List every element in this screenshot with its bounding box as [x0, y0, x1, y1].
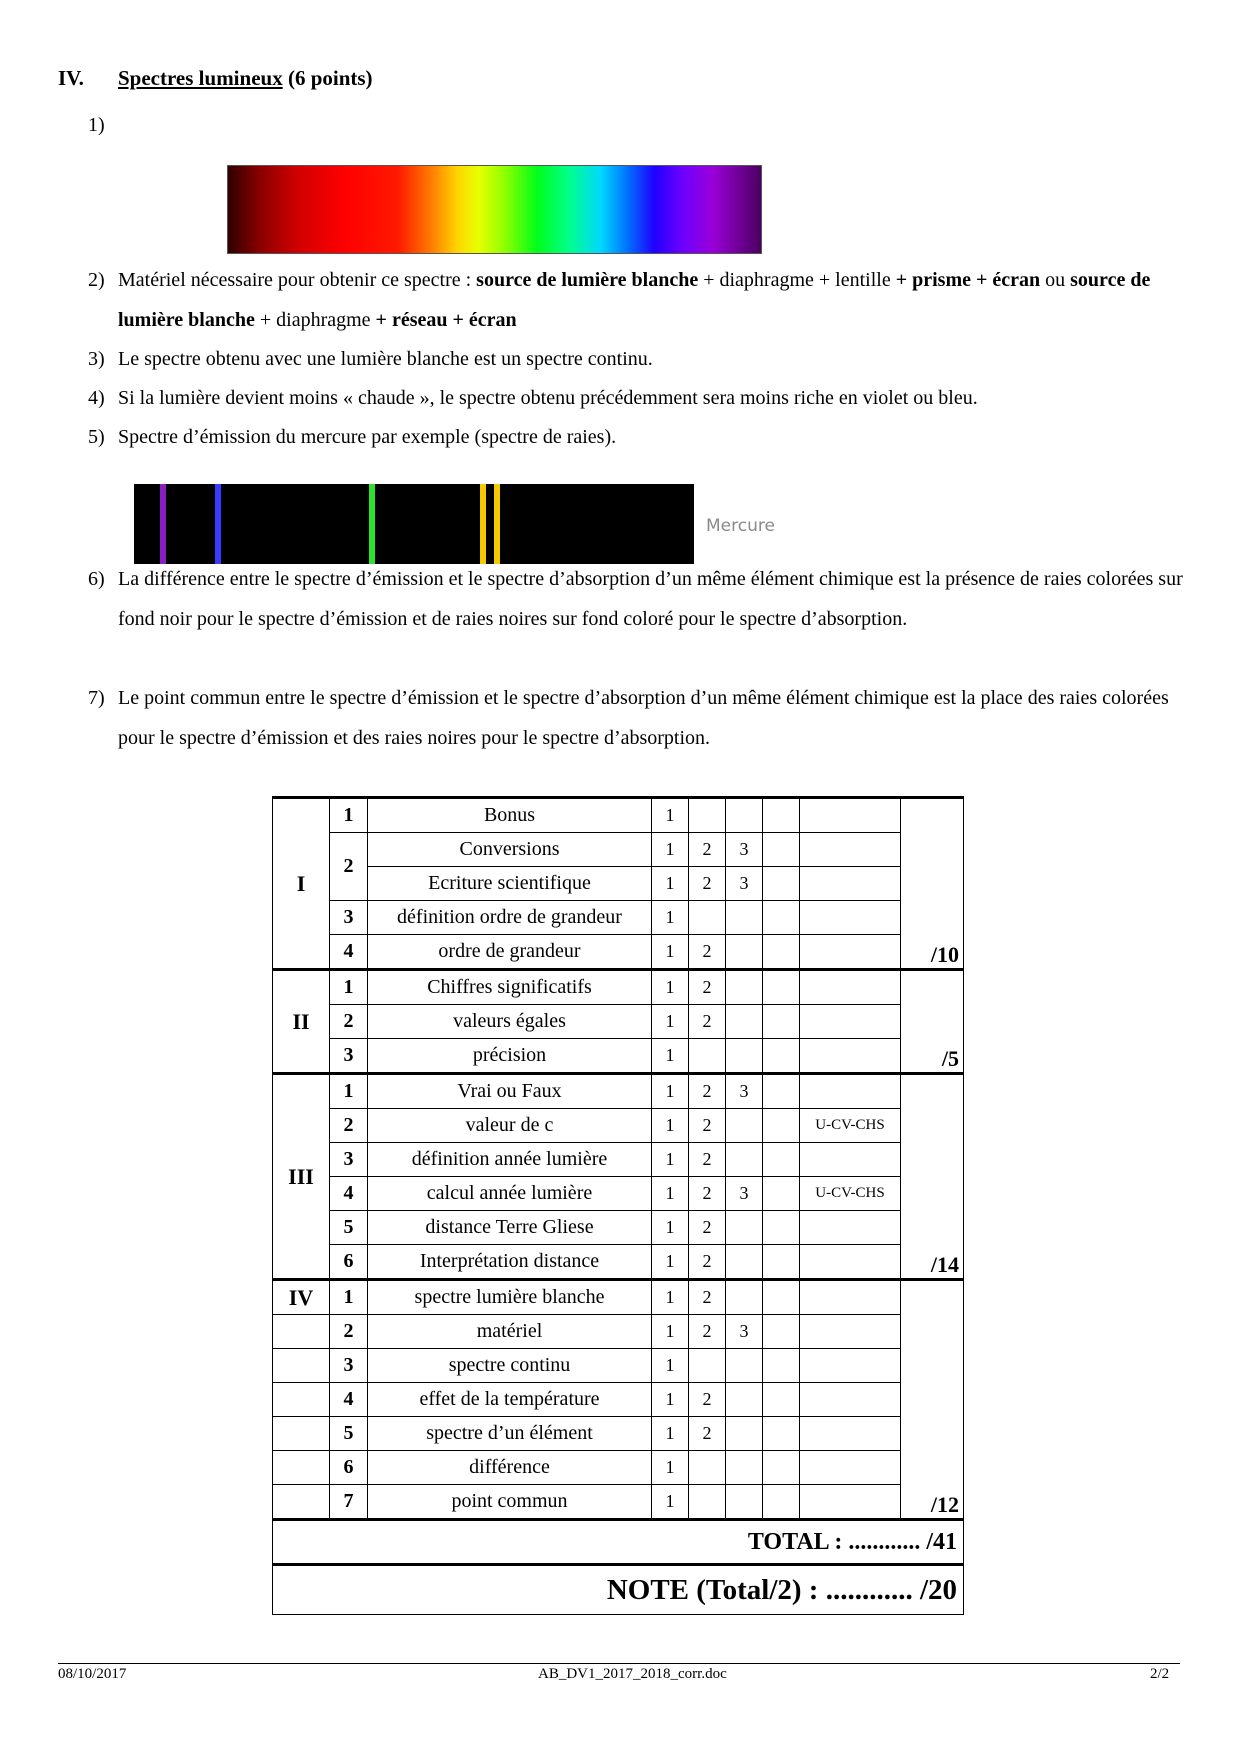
score-cell: [763, 1005, 800, 1039]
score-cell: 3: [726, 1177, 763, 1211]
question-number: 3: [330, 1143, 368, 1177]
score-cell: 1: [652, 1383, 689, 1417]
section-title: Spectres lumineux: [118, 66, 283, 90]
criterion-label: spectre lumière blanche: [368, 1280, 652, 1315]
score-cell: [763, 1280, 800, 1315]
question-2-fragment: Matériel nécessaire pour obtenir ce spectre :: [118, 269, 477, 291]
score-cell: 1: [652, 1211, 689, 1245]
score-cell: [726, 1280, 763, 1315]
score-cell: [726, 1211, 763, 1245]
score-cell: 3: [726, 1074, 763, 1109]
criterion-label: spectre d’un élément: [368, 1417, 652, 1451]
score-cell: 3: [726, 867, 763, 901]
score-cell: 1: [652, 901, 689, 935]
table-row: [273, 1039, 964, 1074]
score-cell: [726, 798, 763, 833]
score-cell: [763, 1039, 800, 1074]
footer-filename: AB_DV1_2017_2018_corr.doc: [538, 1666, 727, 1682]
score-cell: [726, 1485, 763, 1520]
part-label: [273, 1383, 330, 1417]
score-cell: 2: [689, 1074, 726, 1109]
emission-line: [215, 484, 221, 564]
question-4-text: Si la lumière devient moins « chaude », le spectre obtenu précédemment sera moins riche en violet ou bleu.: [118, 387, 978, 409]
extra-criteria-cell: [800, 1039, 901, 1074]
score-cell: [726, 1349, 763, 1383]
extra-criteria-cell: [800, 1211, 901, 1245]
score-cell: [763, 1177, 800, 1211]
score-cell: [726, 1451, 763, 1485]
question-number: 5: [330, 1211, 368, 1245]
score-cell: 2: [689, 1143, 726, 1177]
section-points-total: /5: [901, 970, 964, 1074]
score-cell: [763, 1451, 800, 1485]
score-cell: 2: [689, 1245, 726, 1280]
score-cell: 2: [689, 833, 726, 867]
question-2-bold-term: + prisme + écran: [895, 269, 1041, 291]
score-cell: 1: [652, 1177, 689, 1211]
table-row: [273, 1109, 964, 1143]
score-cell: 2: [689, 970, 726, 1005]
score-cell: [763, 1383, 800, 1417]
question-number: 7: [330, 1485, 368, 1520]
question-2-text: [118, 260, 1188, 340]
table-row: [273, 1005, 964, 1039]
score-cell: 1: [652, 1451, 689, 1485]
extra-criteria-cell: [800, 1451, 901, 1485]
question-2: [88, 260, 1188, 340]
criterion-label: spectre continu: [368, 1349, 652, 1383]
question-number: 1: [330, 970, 368, 1005]
extra-criteria-cell: [800, 1143, 901, 1177]
extra-criteria-cell: [800, 1383, 901, 1417]
score-cell: 1: [652, 1005, 689, 1039]
criterion-label: Bonus: [368, 798, 652, 833]
question-2-fragment: + diaphragme: [254, 309, 376, 331]
criterion-label: distance Terre Gliese: [368, 1211, 652, 1245]
question-number: 6: [330, 1451, 368, 1485]
score-cell: 2: [689, 1109, 726, 1143]
table-row: [273, 1485, 964, 1520]
part-label: [273, 1417, 330, 1451]
score-cell: [689, 901, 726, 935]
score-cell: 2: [689, 1417, 726, 1451]
question-number: 1: [330, 1280, 368, 1315]
question-number: 2: [330, 833, 368, 901]
score-cell: [726, 1383, 763, 1417]
extra-criteria-cell: U-CV-CHS: [800, 1177, 901, 1211]
question-7: [88, 678, 1188, 758]
question-4-number: 4): [88, 387, 105, 409]
question-number: 6: [330, 1245, 368, 1280]
question-5: [88, 417, 1188, 457]
question-6: [88, 559, 1188, 639]
score-cell: 1: [652, 1074, 689, 1109]
part-label: [273, 1315, 330, 1349]
criterion-label: Chiffres significatifs: [368, 970, 652, 1005]
score-cell: 2: [689, 1383, 726, 1417]
question-3-text: Le spectre obtenu avec une lumière blanche est un spectre continu.: [118, 348, 653, 370]
criterion-label: définition ordre de grandeur: [368, 901, 652, 935]
emission-line: [160, 484, 166, 564]
question-number: 3: [330, 1349, 368, 1383]
question-2-fragment: + diaphragme + lentille: [698, 269, 896, 291]
white-light-spectrum-image: [227, 165, 762, 254]
total-row: [273, 1520, 964, 1565]
question-number: 1: [330, 1074, 368, 1109]
score-cell: [689, 1349, 726, 1383]
section-heading: [58, 66, 373, 91]
section-points-total: /14: [901, 1074, 964, 1280]
score-cell: 1: [652, 1485, 689, 1520]
score-cell: 2: [689, 935, 726, 970]
score-cell: [763, 1485, 800, 1520]
score-cell: [726, 1005, 763, 1039]
score-cell: [726, 1109, 763, 1143]
score-cell: 2: [689, 1005, 726, 1039]
score-cell: [726, 901, 763, 935]
final-note: NOTE (Total/2) : ............ /20: [273, 1565, 964, 1615]
score-cell: 2: [689, 1177, 726, 1211]
score-cell: 1: [652, 1315, 689, 1349]
total-score: TOTAL : ............ /41: [273, 1520, 964, 1565]
score-cell: [726, 1245, 763, 1280]
section-points-total: /10: [901, 798, 964, 970]
part-label: III: [273, 1074, 330, 1280]
table-row: [273, 1315, 964, 1349]
score-cell: 1: [652, 1349, 689, 1383]
footer-divider: [58, 1663, 1180, 1664]
score-cell: [726, 970, 763, 1005]
question-5-number: 5): [88, 426, 105, 448]
score-cell: [689, 1039, 726, 1074]
table-row: [273, 798, 964, 833]
table-row: [273, 867, 964, 901]
score-cell: [763, 1349, 800, 1383]
table-row: [273, 1074, 964, 1109]
score-cell: [726, 1039, 763, 1074]
extra-criteria-cell: [800, 1074, 901, 1109]
table-row: [273, 1280, 964, 1315]
emission-line: [480, 484, 486, 564]
extra-criteria-cell: [800, 1485, 901, 1520]
extra-criteria-cell: [800, 901, 901, 935]
extra-criteria-cell: [800, 1245, 901, 1280]
score-cell: 1: [652, 935, 689, 970]
score-cell: [763, 901, 800, 935]
part-label: IV: [273, 1280, 330, 1315]
criterion-label: définition année lumière: [368, 1143, 652, 1177]
table-row: [273, 901, 964, 935]
table-row: [273, 935, 964, 970]
score-cell: 1: [652, 1280, 689, 1315]
score-cell: 2: [689, 1280, 726, 1315]
criterion-label: valeur de c: [368, 1109, 652, 1143]
score-cell: 2: [689, 1211, 726, 1245]
extra-criteria-cell: U-CV-CHS: [800, 1109, 901, 1143]
score-cell: [726, 1417, 763, 1451]
table-row: [273, 1211, 964, 1245]
question-7-text: Le point commun entre le spectre d’émission et le spectre d’absorption d’un même élément chimique est la place des raies colorées pour le spectre d’émission et des raies noires pour le spectre d’absorption.: [118, 687, 1169, 749]
criterion-label: Vrai ou Faux: [368, 1074, 652, 1109]
score-cell: [763, 1211, 800, 1245]
table-row: [273, 1383, 964, 1417]
question-6-text: La différence entre le spectre d’émission et le spectre d’absorption d’un même élément chimique est la présence de raies colorées sur fond noir pour le spectre d’émission et de raies noires sur fond coloré pour le spectre d’absorption.: [118, 568, 1183, 630]
part-label: [273, 1451, 330, 1485]
criterion-label: effet de la température: [368, 1383, 652, 1417]
score-cell: 3: [726, 833, 763, 867]
score-cell: 3: [726, 1315, 763, 1349]
score-cell: 2: [689, 1315, 726, 1349]
question-2-number: 2): [88, 269, 105, 291]
footer-date: 08/10/2017: [58, 1666, 127, 1682]
score-cell: [763, 935, 800, 970]
table-row: [273, 970, 964, 1005]
question-3: [88, 339, 1188, 379]
question-2-fragment: ou: [1040, 269, 1071, 291]
question-1-number: 1): [88, 114, 105, 136]
question-number: 4: [330, 1177, 368, 1211]
score-cell: [763, 1109, 800, 1143]
question-number: 2: [330, 1109, 368, 1143]
part-label: [273, 1485, 330, 1520]
criterion-label: Interprétation distance: [368, 1245, 652, 1280]
score-cell: 1: [652, 970, 689, 1005]
score-cell: [763, 1074, 800, 1109]
question-number: 3: [330, 1039, 368, 1074]
footer-page-number: 2/2: [1150, 1666, 1170, 1682]
mercury-label: Mercure: [706, 516, 775, 536]
part-label: II: [273, 970, 330, 1074]
emission-line: [494, 484, 500, 564]
score-cell: [689, 1451, 726, 1485]
part-label: [273, 1349, 330, 1383]
score-cell: 2: [689, 867, 726, 901]
extra-criteria-cell: [800, 1005, 901, 1039]
question-number: 1: [330, 798, 368, 833]
question-2-bold-term: + réseau + écran: [375, 309, 517, 331]
table-row: [273, 1143, 964, 1177]
extra-criteria-cell: [800, 833, 901, 867]
table-row: [273, 833, 964, 867]
question-number: 4: [330, 1383, 368, 1417]
score-cell: [763, 798, 800, 833]
question-4: [88, 378, 1188, 418]
section-points-total: /12: [901, 1280, 964, 1520]
grading-table: [272, 796, 964, 1615]
score-cell: 1: [652, 833, 689, 867]
emission-line: [369, 484, 375, 564]
extra-criteria-cell: [800, 1280, 901, 1315]
question-number: 3: [330, 901, 368, 935]
criterion-label: ordre de grandeur: [368, 935, 652, 970]
question-6-number: 6): [88, 568, 105, 590]
extra-criteria-cell: [800, 867, 901, 901]
score-cell: [763, 833, 800, 867]
section-number: IV.: [58, 66, 84, 90]
extra-criteria-cell: [800, 1349, 901, 1383]
table-row: [273, 1349, 964, 1383]
extra-criteria-cell: [800, 798, 901, 833]
score-cell: [726, 935, 763, 970]
score-cell: [726, 1143, 763, 1177]
extra-criteria-cell: [800, 970, 901, 1005]
score-cell: [763, 1245, 800, 1280]
question-5-text: Spectre d’émission du mercure par exemple (spectre de raies).: [118, 426, 617, 448]
criterion-label: différence: [368, 1451, 652, 1485]
question-2-bold-term: source de lumière blanche: [476, 269, 699, 291]
extra-criteria-cell: [800, 1417, 901, 1451]
criterion-label: matériel: [368, 1315, 652, 1349]
question-number: 2: [330, 1315, 368, 1349]
part-label: I: [273, 798, 330, 970]
section-points: (6 points): [287, 66, 373, 90]
score-cell: 1: [652, 867, 689, 901]
extra-criteria-cell: [800, 1315, 901, 1349]
score-cell: 1: [652, 1039, 689, 1074]
table-row: [273, 1245, 964, 1280]
question-2-bold-term: source de lumière blanche: [118, 269, 1151, 331]
score-cell: [763, 1417, 800, 1451]
question-number: 2: [330, 1005, 368, 1039]
score-cell: [689, 1485, 726, 1520]
table-row: [273, 1417, 964, 1451]
question-7-number: 7): [88, 687, 105, 709]
question-number: 4: [330, 935, 368, 970]
question-3-number: 3): [88, 348, 105, 370]
criterion-label: Conversions: [368, 833, 652, 867]
score-cell: [763, 1315, 800, 1349]
criterion-label: point commun: [368, 1485, 652, 1520]
score-cell: [763, 970, 800, 1005]
score-cell: 1: [652, 798, 689, 833]
score-cell: 1: [652, 1245, 689, 1280]
score-cell: 1: [652, 1109, 689, 1143]
score-cell: 1: [652, 1417, 689, 1451]
criterion-label: calcul année lumière: [368, 1177, 652, 1211]
mercury-emission-spectrum: [134, 484, 694, 564]
table-row: [273, 1451, 964, 1485]
criterion-label: précision: [368, 1039, 652, 1074]
score-cell: 1: [652, 1143, 689, 1177]
criterion-label: valeurs égales: [368, 1005, 652, 1039]
table-row: [273, 1177, 964, 1211]
extra-criteria-cell: [800, 935, 901, 970]
score-cell: [763, 1143, 800, 1177]
question-number: 5: [330, 1417, 368, 1451]
criterion-label: Ecriture scientifique: [368, 867, 652, 901]
score-cell: [763, 867, 800, 901]
note-row: [273, 1565, 964, 1615]
score-cell: [689, 798, 726, 833]
